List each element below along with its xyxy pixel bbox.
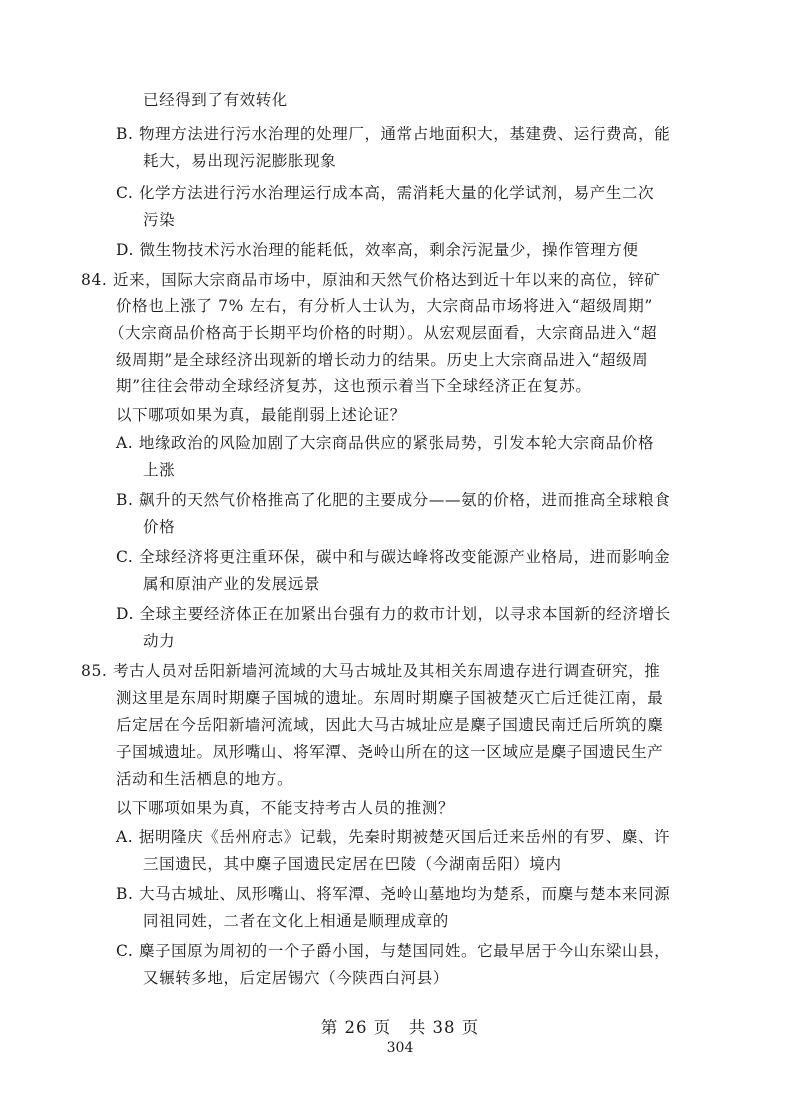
text-line: 子国城遗址。凤形嘴山、将军潭、尧岭山所在的这一区域应是麇子国遗民生产 [116,743,664,761]
text-line: D. 全球主要经济体正在加紧出台强有力的救市计划，以寻求本国新的经济增长 [116,605,671,623]
text-line: 活动和生活栖息的地方。 [116,770,294,788]
text-line: 测这里是东周时期麇子国城的遗址。东周时期麇子国被楚灭亡后迁徙江南，最 [116,689,664,707]
text-line: 级周期”是全球经济出现新的增长动力的结果。历史上大宗商品进入“超级周 [116,351,649,369]
text-line: A. 据明隆庆《岳州府志》记载，先秦时期被楚灭国后迁来岳州的有罗、麇、许 [116,828,671,846]
text-line: 耗大，易出现污泥膨胀现象 [143,152,337,170]
text-line: 同祖同姓，二者在文化上相通是顺理成章的 [143,912,449,930]
text-line: C. 化学方法进行污水治理运行成本高，需消耗大量的化学试剂，易产生二次 [116,184,655,202]
text-line: 85. 考古人员对岳阳新墙河流域的大马古城址及其相关东周遗存进行调查研究，推 [81,662,661,680]
text-line: 又辗转多地，后定居锡穴（今陕西白河县） [143,969,449,987]
page-indicator: 第 26 页 共 38 页 [320,1018,480,1037]
text-line: B. 大马古城址、凤形嘴山、将军潭、尧岭山墓地均为楚系，而麇与楚本来同源 [116,885,671,903]
text-line: D. 微生物技术污水治理的能耗低，效率高，剩余污泥量少，操作管理方便 [116,241,639,259]
text-line: 期”往往会带动全球经济复苏，这也预示着当下全球经济正在复苏。 [116,377,592,395]
text-line: C. 麇子国原为周初的一个子爵小国，与楚国同姓。它最早居于今山东梁山县， [116,942,671,960]
text-line: 属和原油产业的发展远景 [143,575,321,593]
text-line: 已经得到了有效转化 [143,91,288,109]
text-line: 价格也上涨了 7% 左右，有分析人士认为，大宗商品市场将进入“超级周期” [116,297,653,315]
text-line: 三国遗民，其中麇子国遗民定居在巴陵（今湖南岳阳）境内 [143,855,562,873]
text-line: B. 飙升的天然气价格推高了化肥的主要成分——氨的价格，进而推高全球粮食 [116,491,671,509]
text-line: 价格 [143,518,176,536]
text-line: 动力 [143,632,176,650]
text-line: 污染 [143,211,176,229]
text-line: 以下哪项如果为真，最能削弱上述论证？ [116,406,406,424]
text-line: A. 地缘政治的风险加剧了大宗商品供应的紧张局势，引发本轮大宗商品价格 [116,434,655,452]
page-number: 304 [386,1040,414,1056]
text-line: 上涨 [143,461,176,479]
text-line: 后定居在今岳阳新墙河流域，因此大马古城址应是麇子国遗民南迁后所筑的麇 [116,716,664,734]
text-line: 以下哪项如果为真，不能支持考古人员的推测？ [116,799,455,817]
text-line: 84. 近来，国际大宗商品市场中，原油和天然气价格达到近十年以来的高位，锌矿 [81,271,661,289]
text-line: （大宗商品价格高于长期平均价格的时期）。从宏观层面看，大宗商品进入“超 [109,324,658,342]
text-line: C. 全球经济将更注重环保，碳中和与碳达峰将改变能源产业格局，进而影响金 [116,548,671,566]
text-line: B. 物理方法进行污水治理的处理厂，通常占地面积大，基建费、运行费高，能 [116,125,671,143]
